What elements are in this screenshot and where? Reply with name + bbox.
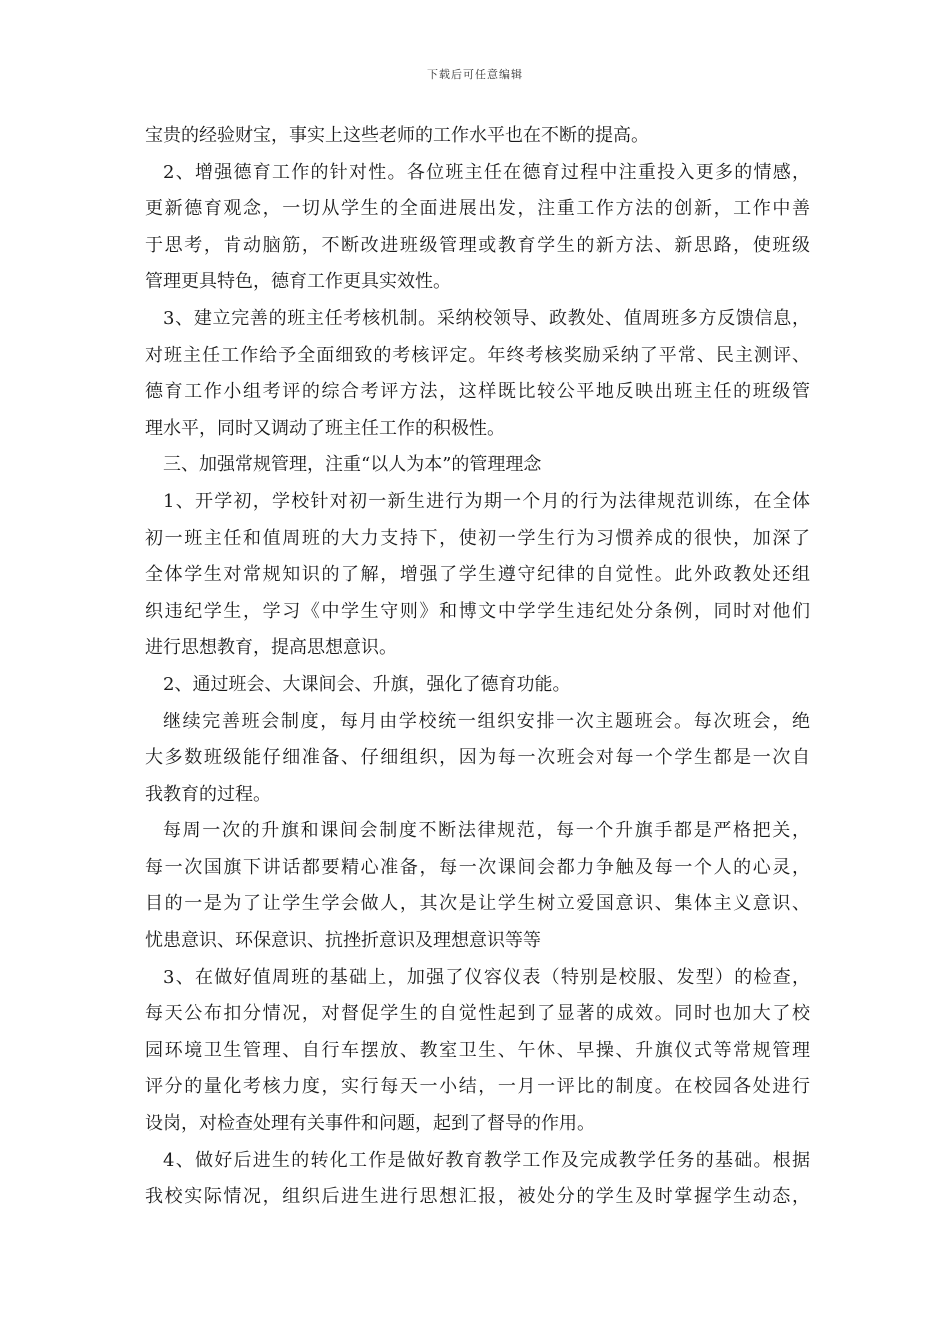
text-line: 评分的量化考核力度，实行每天一小结，一月一评比的制度。在校园各处进行 [145, 1076, 810, 1098]
page-header: 下载后可任意编辑 [427, 68, 523, 81]
text-line: 3、在做好值周班的基础上，加强了仪容仪表（特别是校服、发型）的检查， [163, 966, 810, 988]
text-line: 对班主任工作给予全面细致的考核评定。年终考核奖励采纳了平常、民主测评、 [145, 344, 810, 366]
text-line: 每一次国旗下讲话都要精心准备，每一次课间会都力争触及每一个人的心灵， [145, 856, 810, 878]
text-line: 4、做好后进生的转化工作是做好教育教学工作及完成教学任务的基础。根据 [163, 1149, 810, 1171]
text-line: 每天公布扣分情况，对督促学生的自觉性起到了显著的成效。同时也加大了校 [145, 1003, 810, 1025]
text-line: 理水平，同时又调动了班主任工作的积极性。 [145, 417, 505, 439]
text-line: 管理更具特色，德育工作更具实效性。 [145, 271, 451, 293]
text-line: 进行思想教育，提高思想意识。 [145, 637, 397, 659]
text-line: 继续完善班会制度，每月由学校统一组织安排一次主题班会。每次班会，绝 [163, 710, 810, 732]
text-line: 忧患意识、环保意识、抗挫折意识及理想意识等等 [145, 930, 541, 952]
text-line: 园环境卫生管理、自行车摆放、教室卫生、午休、早操、升旗仪式等常规管理 [145, 1039, 810, 1061]
text-line: 全体学生对常规知识的了解，增强了学生遵守纪律的自觉性。此外政教处还组 [145, 564, 810, 586]
text-line: 1、开学初，学校针对初一新生进行为期一个月的行为法律规范训练，在全体 [163, 490, 810, 512]
text-line: 三、加强常规管理，注重“以人为本”的管理理念 [163, 454, 542, 476]
text-line: 德育工作小组考评的综合考评方法，这样既比较公平地反映出班主任的班级管 [145, 381, 810, 403]
text-line: 宝贵的经验财宝，事实上这些老师的工作水平也在不断的提高。 [145, 125, 649, 146]
text-line: 织违纪学生，学习《中学生守则》和博文中学学生违纪处分条例，同时对他们 [145, 600, 810, 622]
text-line: 2、增强德育工作的针对性。各位班主任在德育过程中注重投入更多的情感， [163, 161, 810, 183]
text-line: 3、建立完善的班主任考核机制。采纳校领导、政教处、值周班多方反馈信息， [163, 307, 810, 329]
document-body [145, 118, 810, 1216]
text-line: 设岗，对检查处理有关事件和问题，起到了督导的作用。 [145, 1113, 595, 1135]
text-line: 初一班主任和值周班的大力支持下，使初一学生行为习惯养成的很快，加深了 [145, 527, 810, 549]
text-line: 2、通过班会、大课间会、升旗，强化了德育功能。 [163, 673, 571, 695]
text-line: 于思考，肯动脑筋，不断改进班级管理或教育学生的新方法、新思路，使班级 [145, 234, 810, 256]
text-line: 我教育的过程。 [145, 783, 271, 805]
text-line: 我校实际情况，组织后进生进行思想汇报，被处分的学生及时掌握学生动态， [145, 1186, 810, 1208]
text-line: 目的一是为了让学生学会做人，其次是让学生树立爱国意识、集体主义意识、 [145, 893, 810, 915]
text-line: 更新德育观念，一切从学生的全面进展出发，注重工作方法的创新，工作中善 [145, 198, 810, 220]
text-line: 每周一次的升旗和课间会制度不断法律规范，每一个升旗手都是严格把关， [163, 820, 810, 842]
text-line: 大多数班级能仔细准备、仔细组织，因为每一次班会对每一个学生都是一次自 [145, 747, 810, 769]
